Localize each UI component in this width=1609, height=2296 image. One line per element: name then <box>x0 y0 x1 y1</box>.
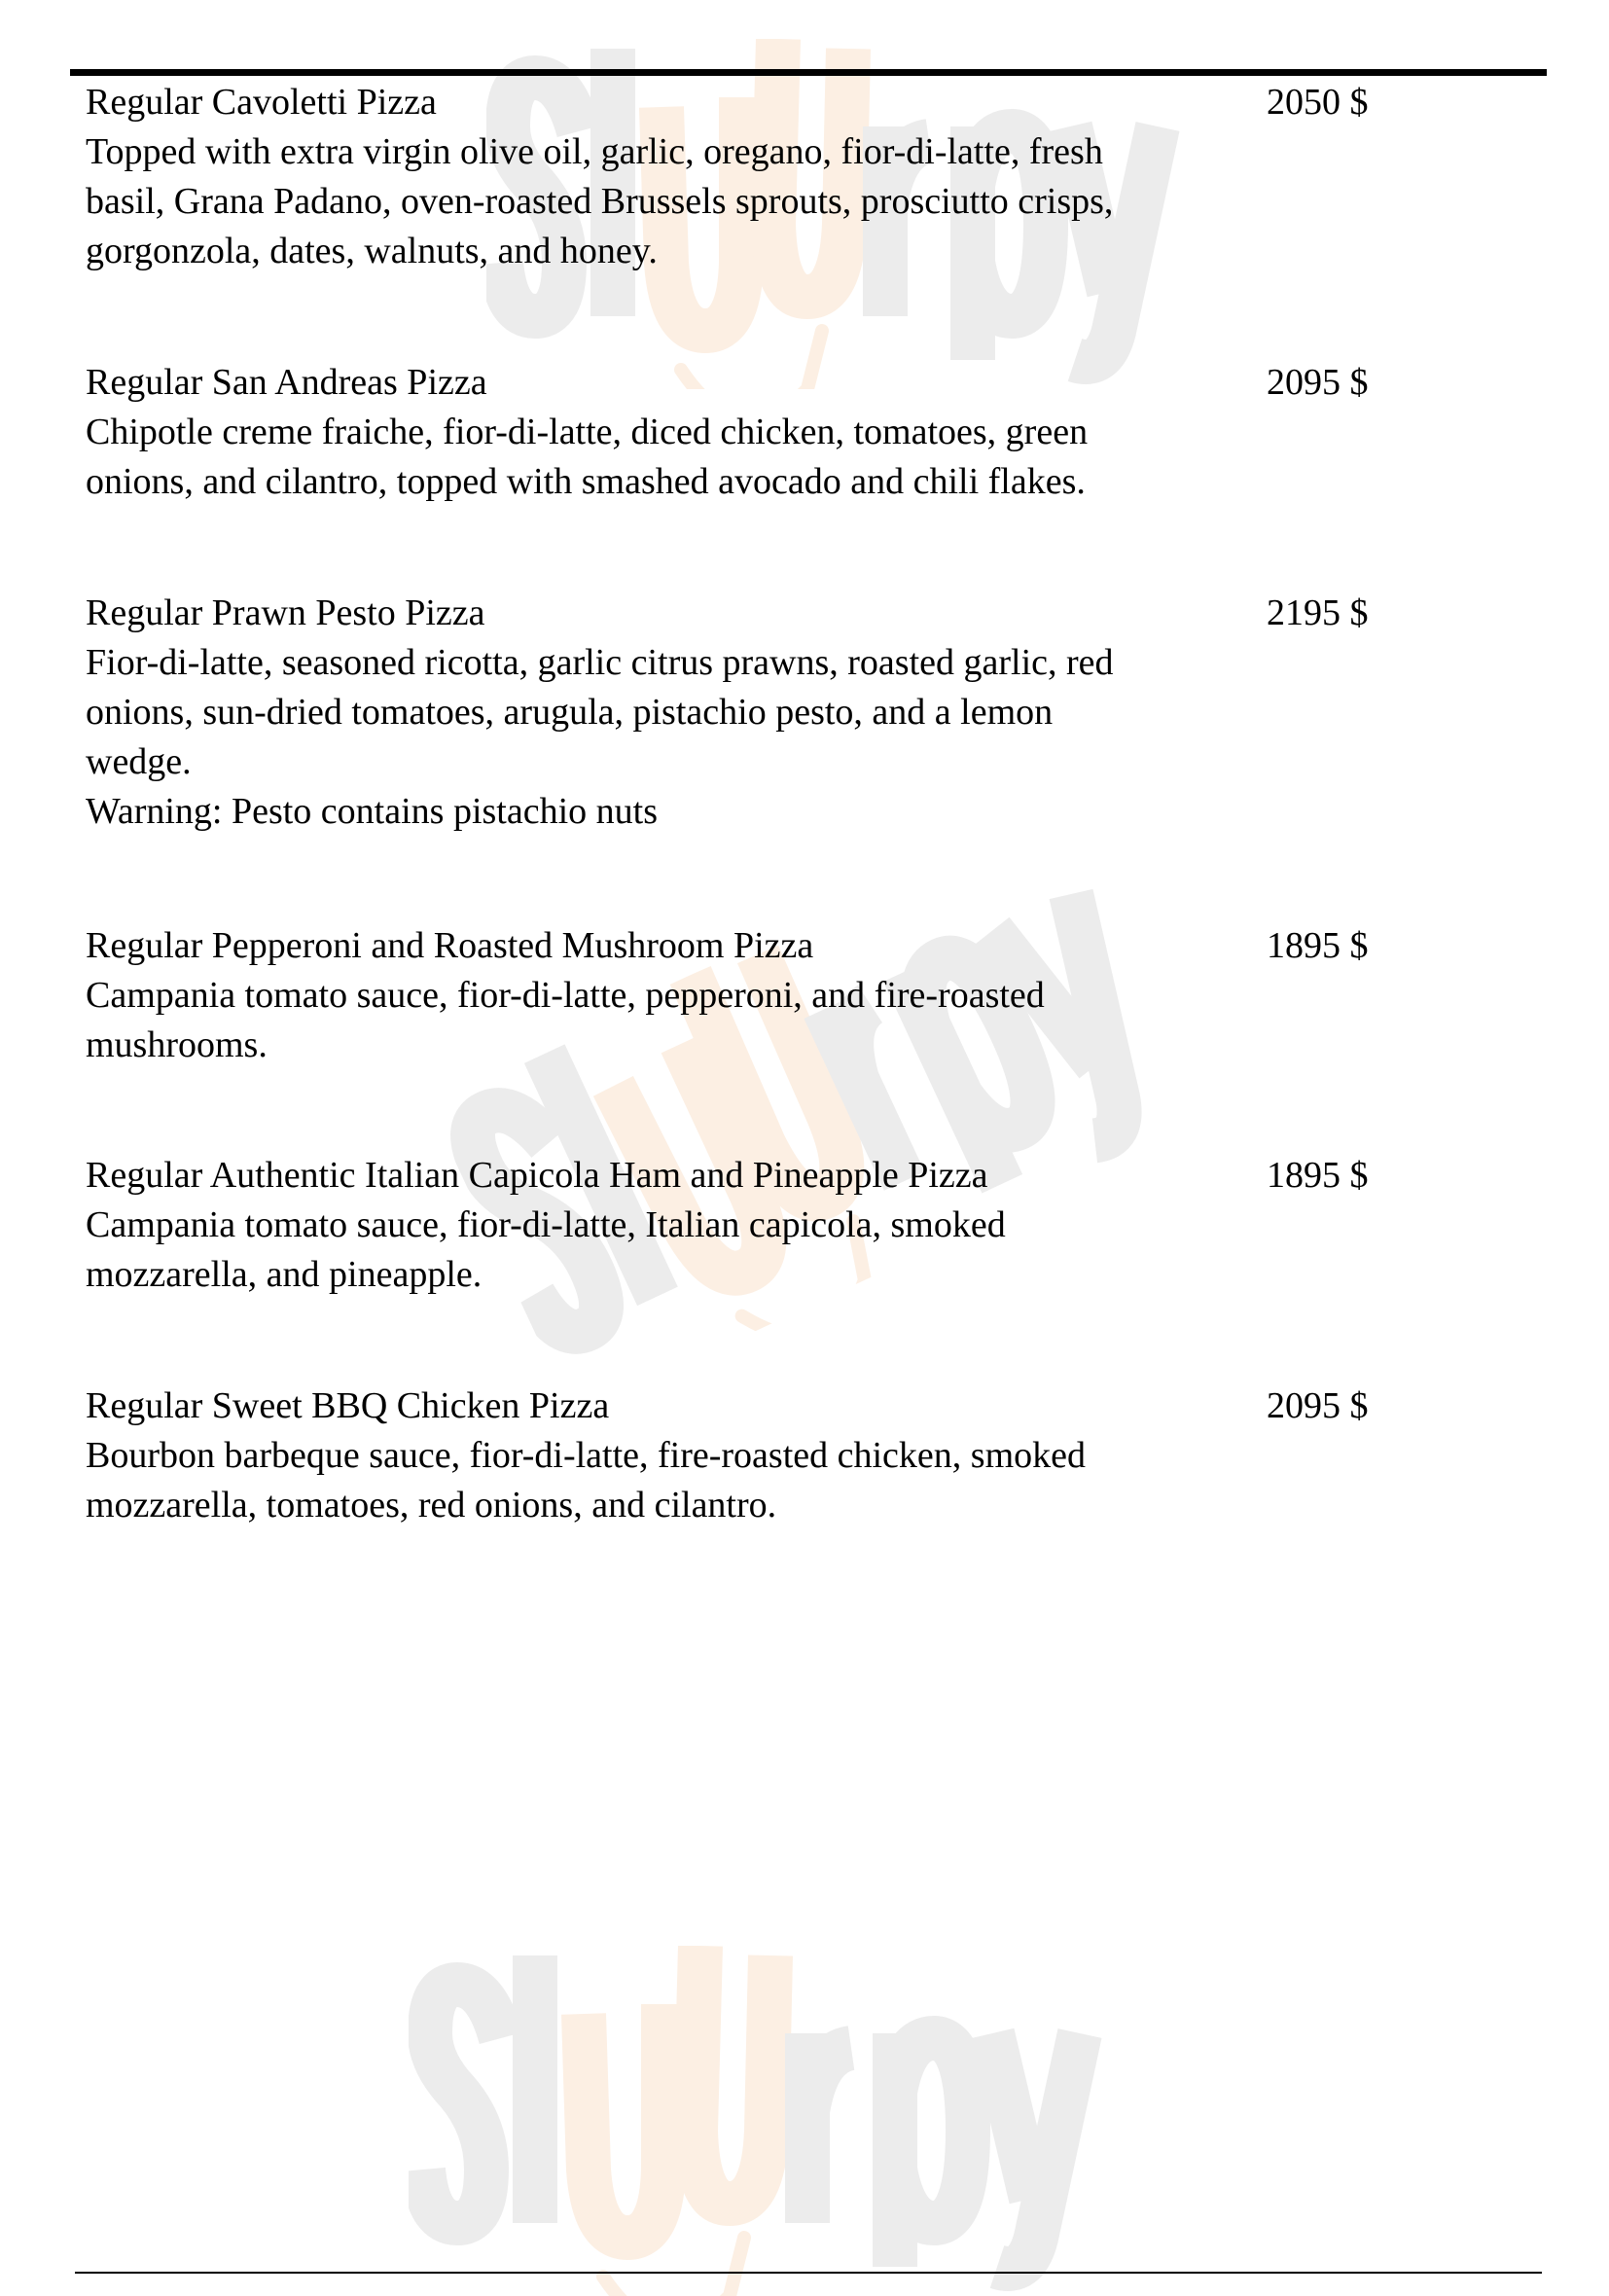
menu-item <box>86 1381 1525 1530</box>
item-description <box>86 638 1234 837</box>
description-line: gorgonzola, dates, walnuts, and honey. <box>86 231 658 271</box>
description-line: Topped with extra virgin olive oil, garlic, oregano, fior-di-latte, fresh <box>86 131 1103 172</box>
item-name: Regular Cavoletti Pizza <box>86 82 437 123</box>
item-description <box>86 408 1234 507</box>
item-price: 2195 $ <box>1267 592 1369 633</box>
description-line: onions, sun-dried tomatoes, arugula, pistachio pesto, and a lemon <box>86 692 1054 733</box>
item-price: 1895 $ <box>1267 925 1369 966</box>
item-name: Regular Sweet BBQ Chicken Pizza <box>86 1385 610 1426</box>
item-description <box>86 1201 1234 1300</box>
item-name: Regular San Andreas Pizza <box>86 362 487 403</box>
item-price: 2050 $ <box>1267 82 1369 123</box>
description-line: Warning: Pesto contains pistachio nuts <box>86 791 658 832</box>
item-description <box>86 1431 1234 1530</box>
item-name: Regular Prawn Pesto Pizza <box>86 592 485 633</box>
item-price: 2095 $ <box>1267 362 1369 403</box>
description-line: Campania tomato sauce, fior-di-latte, pepperoni, and fire-roasted <box>86 975 1045 1016</box>
bottom-rule <box>75 2272 1542 2274</box>
menu-item <box>86 358 1525 507</box>
item-price: 1895 $ <box>1267 1155 1369 1196</box>
description-line: mozzarella, and pineapple. <box>86 1254 483 1295</box>
top-rule <box>70 69 1547 76</box>
sluurpy-watermark-logo <box>426 803 1209 1417</box>
menu-item <box>86 589 1525 837</box>
item-description <box>86 971 1234 1070</box>
menu-item <box>86 921 1525 1070</box>
sluurpy-watermark-logo <box>409 1946 1109 2296</box>
description-line: Chipotle creme fraiche, fior-di-latte, diced chicken, tomatoes, green <box>86 412 1089 452</box>
menu-item <box>86 1151 1525 1300</box>
description-line: basil, Grana Padano, oven-roasted Brussels sprouts, prosciutto crisps, <box>86 181 1114 222</box>
item-price: 2095 $ <box>1267 1385 1369 1426</box>
description-line: mushrooms. <box>86 1024 268 1065</box>
item-name: Regular Pepperoni and Roasted Mushroom Pizza <box>86 925 814 966</box>
description-line: wedge. <box>86 741 192 782</box>
item-description <box>86 127 1234 276</box>
menu-item <box>86 78 1525 276</box>
description-line: onions, and cilantro, topped with smashed avocado and chili flakes. <box>86 461 1086 502</box>
item-name: Regular Authentic Italian Capicola Ham and Pineapple Pizza <box>86 1155 988 1196</box>
description-line: Bourbon barbeque sauce, fior-di-latte, fire-roasted chicken, smoked <box>86 1435 1087 1476</box>
description-line: Fior-di-latte, seasoned ricotta, garlic citrus prawns, roasted garlic, red <box>86 642 1114 683</box>
description-line: Campania tomato sauce, fior-di-latte, Italian capicola, smoked <box>86 1204 1006 1245</box>
description-line: mozzarella, tomatoes, red onions, and cilantro. <box>86 1485 777 1525</box>
